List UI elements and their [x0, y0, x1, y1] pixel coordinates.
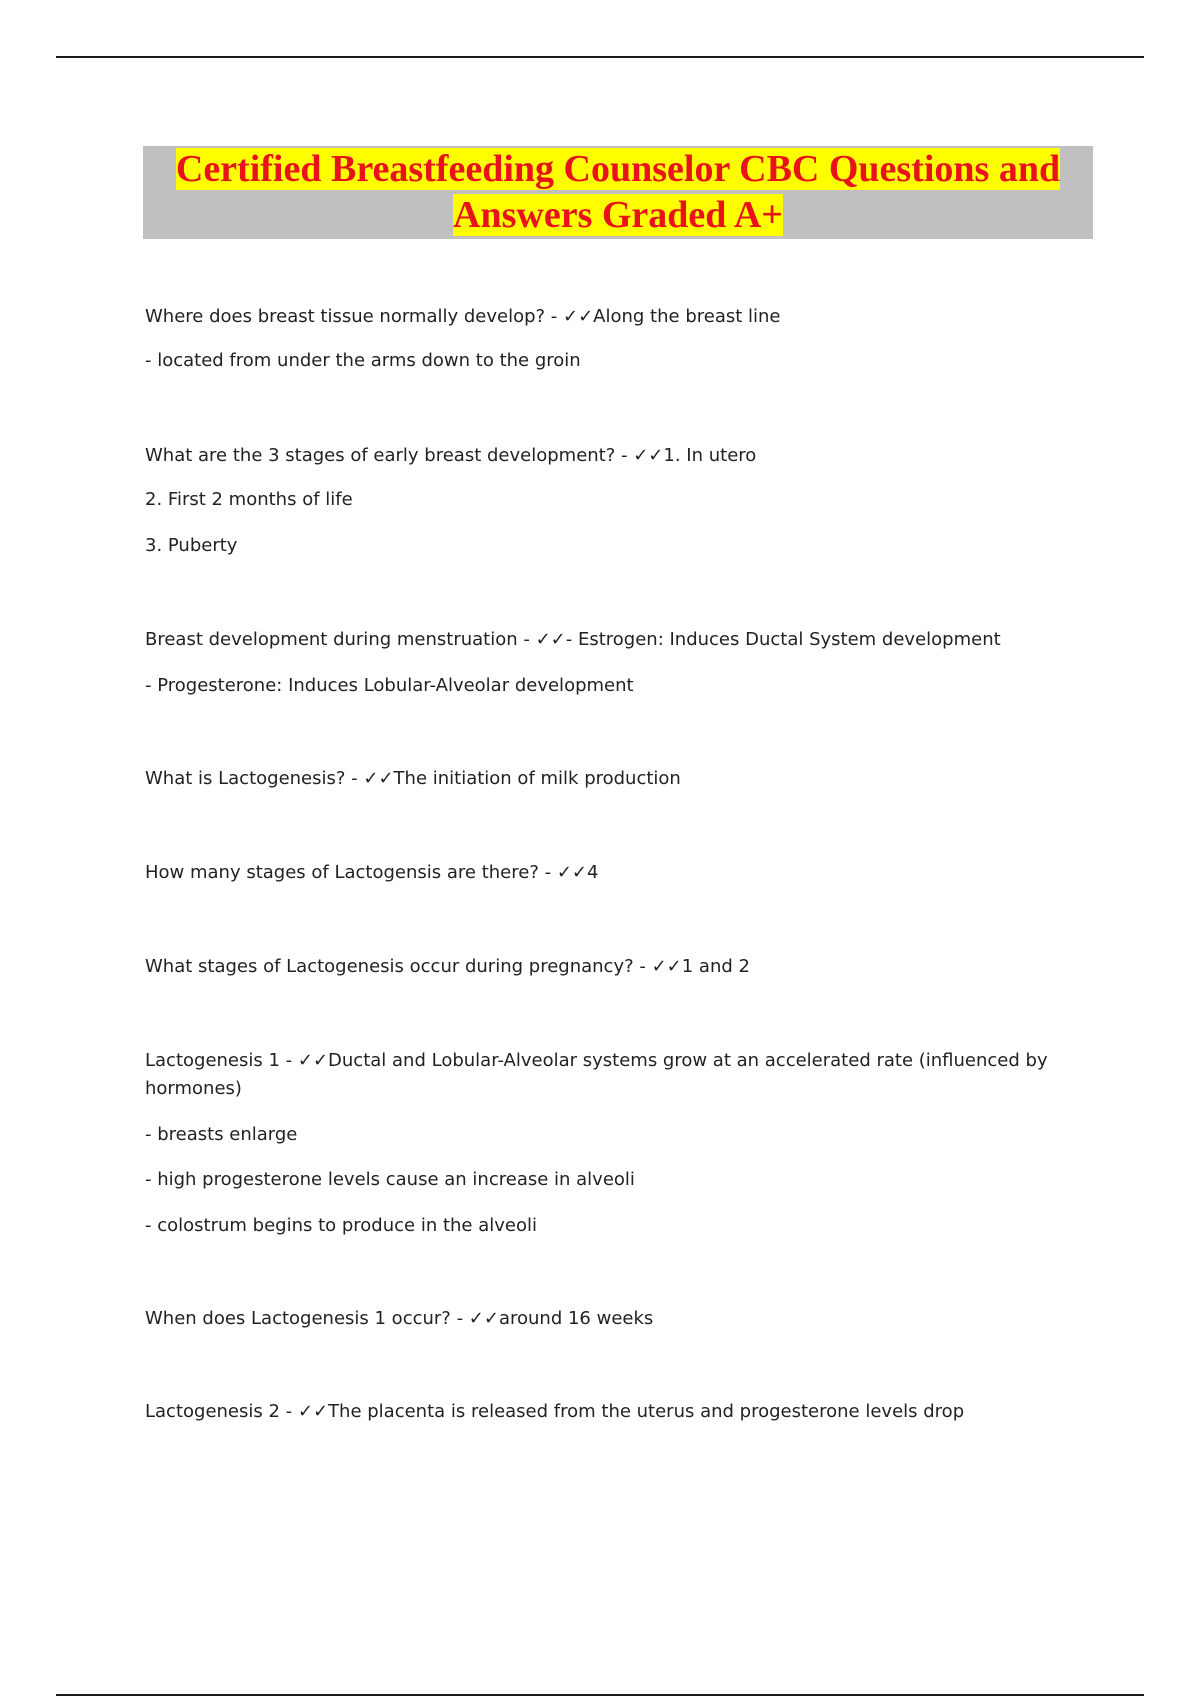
qa-detail: - breasts enlarge	[145, 1124, 298, 1145]
qa-question: Breast development during menstruation - ✓✓- Estrogen: Induces Ductal System development	[145, 629, 1001, 650]
bottom-rule	[56, 1694, 1144, 1696]
qa-detail: - located from under the arms down to the groin	[145, 350, 581, 371]
qa-question: What are the 3 stages of early breast development? - ✓✓1. In utero	[145, 445, 757, 466]
qa-question: How many stages of Lactogensis are there? - ✓✓4	[145, 862, 599, 883]
title-line-1: Certified Breastfeeding Counselor CBC Questions and	[175, 148, 1061, 190]
qa-detail: 3. Puberty	[145, 535, 238, 556]
title-line-2: Answers Graded A+	[453, 194, 783, 236]
qa-question: What is Lactogenesis? - ✓✓The initiation of milk production	[145, 768, 681, 789]
qa-question: Lactogenesis 1 - ✓✓Ductal and Lobular-Alveolar systems grow at an accelerated rate (influenced by hormones)	[145, 1050, 1048, 1099]
qa-detail: - Progesterone: Induces Lobular-Alveolar development	[145, 675, 634, 696]
qa-question: When does Lactogenesis 1 occur? - ✓✓around 16 weeks	[145, 1308, 654, 1329]
qa-question: What stages of Lactogenesis occur during pregnancy? - ✓✓1 and 2	[145, 956, 750, 977]
qa-detail: - high progesterone levels cause an increase in alveoli	[145, 1169, 635, 1190]
qa-detail: - colostrum begins to produce in the alveoli	[145, 1215, 538, 1236]
qa-question: Lactogenesis 2 - ✓✓The placenta is released from the uterus and progesterone levels drop	[145, 1401, 965, 1422]
top-rule	[56, 56, 1144, 58]
qa-detail: 2. First 2 months of life	[145, 489, 353, 510]
document-title	[143, 146, 1093, 239]
qa-question: Where does breast tissue normally develop? - ✓✓Along the breast line	[145, 306, 781, 327]
